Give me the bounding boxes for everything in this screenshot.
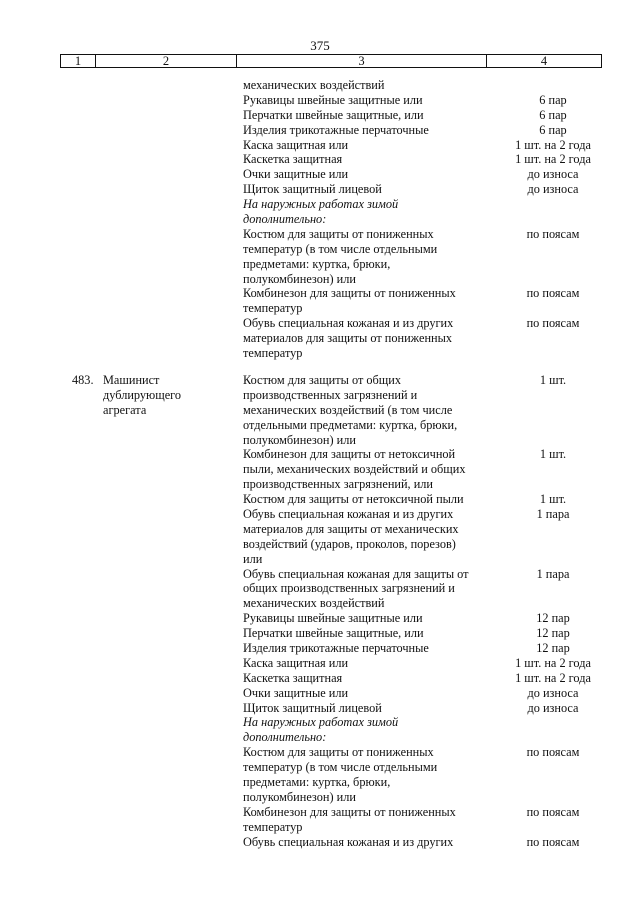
item-line: температур (243, 819, 303, 834)
norm-value: 1 шт. на 2 года (515, 152, 591, 167)
item-line: Перчатки швейные защитные, или (243, 626, 424, 641)
item-line: Обувь специальная кожаная и из других (243, 834, 454, 849)
item-line: Каскетка защитная (243, 670, 343, 685)
item-line: Каскетка защитная (243, 152, 343, 167)
norm-value: по поясам (526, 745, 580, 760)
item-line: Костюм для защиты от общих (243, 373, 401, 387)
norm-value: до износа (527, 700, 579, 715)
norm-value (488, 242, 618, 257)
norm-value: 1 шт. на 2 года (515, 137, 591, 152)
item-line: производственных загрязнений, или (243, 477, 434, 492)
norm-value (488, 790, 618, 805)
item-line: Рукавицы швейные защитные или (243, 92, 423, 107)
norm-value (488, 477, 618, 492)
item-line: Костюм для защиты от нетоксичной пыли (243, 492, 464, 507)
norm-value (488, 522, 618, 537)
header-col-3: 3 (358, 54, 365, 68)
norm-value: 1 шт. (539, 373, 567, 387)
norm-value (488, 433, 618, 448)
item-line: механических воздействий (243, 78, 385, 92)
item-line: Очки защитные или (243, 685, 349, 700)
norm-value: 1 шт. (539, 447, 567, 462)
group1-norms-column (488, 78, 618, 361)
item-line: Комбинезон для защиты от пониженных (243, 804, 456, 819)
norm-value (488, 581, 618, 596)
norm-value: по поясам (526, 226, 580, 241)
item-line: Комбинезон для защиты от нетоксичной (243, 447, 456, 462)
item-line: температур (в том числе отдельными (243, 760, 438, 775)
norm-value (488, 760, 618, 775)
norm-value: до износа (527, 182, 579, 197)
item-line: температур (243, 346, 303, 361)
norm-value (488, 730, 618, 745)
item-line: дополнительно: (243, 730, 327, 745)
norm-value (488, 775, 618, 790)
item-line: дополнительно: (243, 212, 327, 227)
item-line: воздействий (ударов, проколов, порезов) (243, 536, 456, 551)
item-line: Обувь специальная кожаная для защиты от (243, 566, 469, 581)
norm-value (488, 403, 618, 418)
norm-value: по поясам (526, 834, 580, 849)
item-line: отдельными предметами: куртка, брюки, (243, 417, 458, 432)
norm-value: до износа (527, 167, 579, 182)
norm-value (488, 257, 618, 272)
group2-items-column (243, 373, 493, 850)
item-line: Изделия трикотажные перчаточные (243, 641, 429, 656)
item-line: Обувь специальная кожаная и из других (243, 316, 454, 331)
profession-line: агрегата (103, 402, 147, 417)
header-col-1: 1 (74, 54, 82, 68)
item-line: Перчатки швейные защитные, или (243, 107, 424, 122)
norm-value: до износа (527, 685, 579, 700)
item-line: Комбинезон для защиты от пониженных (243, 286, 456, 301)
norm-value (488, 596, 618, 611)
profession-line: дублирующего (103, 387, 182, 402)
item-line: полукомбинезон) или (243, 789, 356, 804)
norm-value (488, 346, 618, 361)
norm-value (488, 388, 618, 403)
item-line: Каска защитная или (243, 655, 349, 670)
norm-value: 12 пар (536, 611, 570, 626)
item-line: механических воздействий (243, 596, 385, 611)
norm-value: 1 шт. на 2 года (515, 670, 591, 685)
item-line: материалов для защиты от пониженных (243, 331, 453, 346)
norm-value (488, 78, 618, 93)
item-line: Костюм для защиты от пониженных (243, 745, 434, 760)
item-line: материалов для защиты от механических (243, 521, 459, 536)
item-line: Костюм для защиты от пониженных (243, 226, 434, 241)
norm-value: 6 пар (539, 107, 567, 122)
item-line: Изделия трикотажные перчаточные (243, 122, 429, 137)
norm-value (488, 301, 618, 316)
norm-value (488, 418, 618, 433)
profession-line: Машинист (103, 373, 160, 387)
norm-value: 6 пар (539, 122, 567, 137)
item-line: Очки защитные или (243, 167, 349, 182)
item-number: 483. (72, 373, 94, 387)
norm-value (488, 462, 618, 477)
item-line: полукомбинезон) или (243, 432, 356, 447)
norm-value: 6 пар (539, 92, 567, 107)
item-line: производственных загрязнений и (243, 387, 418, 402)
item-line: пыли, механических воздействий и общих (243, 462, 466, 477)
norm-value (488, 715, 618, 730)
item-line: механических воздействий (в том числе (243, 402, 453, 417)
norm-value: 1 шт. (539, 492, 567, 507)
norm-value (488, 331, 618, 346)
item-line: Щиток защитный лицевой (243, 700, 382, 715)
item-line: Каска защитная или (243, 137, 349, 152)
item-line: На наружных работах зимой (243, 197, 399, 212)
group2-norms-column (488, 373, 618, 850)
norm-value (488, 552, 618, 567)
item-line: предметами: куртка, брюки, (243, 775, 391, 790)
item-line: или (243, 551, 263, 566)
header-col-2: 2 (162, 54, 170, 68)
item-line: Обувь специальная кожаная и из других (243, 507, 454, 522)
item-line: температур (243, 301, 303, 316)
item-line: предметами: куртка, брюки, (243, 256, 391, 271)
norm-value (488, 212, 618, 227)
norm-value (488, 272, 618, 287)
norm-value: 1 пара (536, 566, 570, 581)
norm-value (488, 820, 618, 835)
item-line: общих производственных загрязнений и (243, 581, 455, 596)
norm-value (488, 197, 618, 212)
norm-value: по поясам (526, 804, 580, 819)
norm-value: 12 пар (536, 626, 570, 641)
item-line: Рукавицы швейные защитные или (243, 611, 423, 626)
page-number: 375 (310, 38, 330, 53)
table-header-row (60, 54, 602, 68)
item-line: полукомбинезон) или (243, 271, 356, 286)
item-line: Щиток защитный лицевой (243, 182, 382, 197)
norm-value: по поясам (526, 316, 580, 331)
item-line: температур (в том числе отдельными (243, 241, 438, 256)
norm-value (488, 537, 618, 552)
norm-value: 12 пар (536, 641, 570, 656)
group1-items-column (243, 78, 493, 361)
norm-value: по поясам (526, 286, 580, 301)
norm-value: 1 шт. на 2 года (515, 655, 591, 670)
profession-name (103, 373, 233, 418)
header-col-4: 4 (540, 54, 548, 68)
norm-value: 1 пара (536, 507, 570, 522)
item-line: На наружных работах зимой (243, 715, 399, 730)
